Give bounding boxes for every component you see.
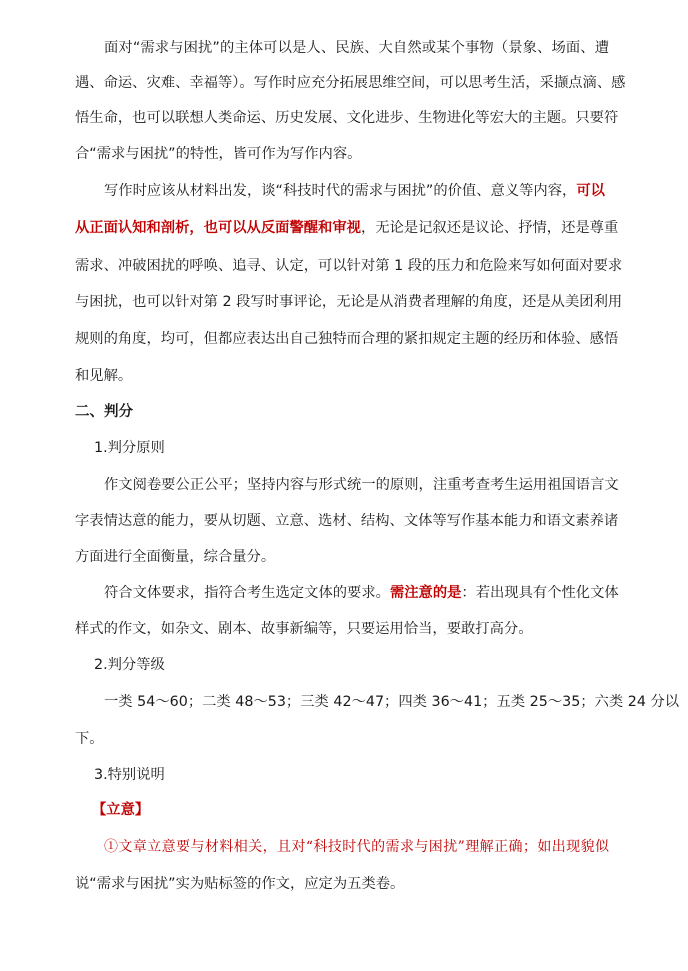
p2-line-4: 与困扰，也可以针对第 2 段写时事评论，无论是从消费者理解的角度，还是从美团利用: [75, 294, 623, 310]
p1-line-3: 悟生命，也可以联想人类命运、历史发展、文化进步、生物进化等宏大的主题。只要符: [75, 110, 619, 126]
sub2-line-2: 下。: [75, 731, 104, 747]
sub3-line-1: ①文章立意要与材料相关，且对“科技时代的需求与困扰”理解正确；如出现貌似: [104, 839, 609, 855]
section-heading-scoring: 二、判分: [75, 404, 133, 420]
p2-line-2: [75, 218, 619, 238]
sub2-line-1: 一类 54～60；二类 48～53；三类 42～47；四类 36～41；五类 25～35；六类 24 分以: [104, 694, 680, 710]
p2-line-1: [104, 181, 609, 201]
p1-line-4: 合“需求与困扰”的特性，皆可作为写作内容。: [75, 146, 362, 162]
sub1-p1-line-1: 作文阅卷要公正公平；坚持内容与形式统一的原则，注重考查考生运用祖国语言文: [104, 477, 619, 493]
sub1-p1-line-2: 字表情达意的能力，要从切题、立意、选材、结构、文体等写作基本能力和语文素养诸: [75, 513, 619, 529]
sub3-heading: 3.特别说明: [94, 767, 165, 783]
p2-line-3: 需求、冲破困扰的呼唤、追寻、认定，可以针对第 1 段的压力和危险来写如何面对要求: [75, 258, 623, 274]
sub1-p2-line-2: 样式的作文，如杂文、剧本、故事新编等，只要运用恰当，要敢打高分。: [75, 621, 533, 637]
p2-line-2-emphasis: 从正面认知和剖析，也可以从反面警醒和审视: [75, 220, 361, 236]
sub3-tag: 【立意】: [92, 802, 150, 818]
p1-line-1: 面对“需求与困扰”的主体可以是人、民族、大自然或某个事物（景象、场面、遭: [104, 40, 609, 56]
sub1-p2-plain: 符合文体要求，指符合考生选定文体的要求。: [104, 585, 390, 601]
p1-line-2: 遇、命运、灾难、幸福等）。写作时应充分拓展思维空间，可以思考生活，采撷点滴、感: [75, 75, 626, 91]
sub1-p2-rest: ：若出现具有个性化文体: [461, 585, 619, 601]
p2-line-1-plain: 写作时应该从材料出发，谈“科技时代的需求与困扰”的价值、意义等内容，: [104, 183, 577, 199]
p2-line-6: 和见解。: [75, 368, 133, 384]
sub1-p2-emphasis: 需注意的是: [389, 585, 462, 601]
sub1-heading: 1.判分原则: [94, 440, 165, 456]
p2-line-5: 规则的角度，均可，但都应表达出自己独特而合理的紧扣规定主题的经历和体验、感悟: [75, 331, 619, 347]
p2-line-2-plain: ，无论是记叙还是议论、抒情，还是尊重: [360, 220, 619, 236]
p2-line-1-emphasis: 可以: [576, 183, 605, 199]
sub1-p2-line-1: [104, 583, 619, 603]
sub3-line-2: 说“需求与困扰”实为贴标签的作文，应定为五类卷。: [75, 876, 405, 892]
sub2-heading: 2.判分等级: [94, 657, 165, 673]
sub1-p1-line-3: 方面进行全面衡量，综合量分。: [75, 549, 276, 565]
